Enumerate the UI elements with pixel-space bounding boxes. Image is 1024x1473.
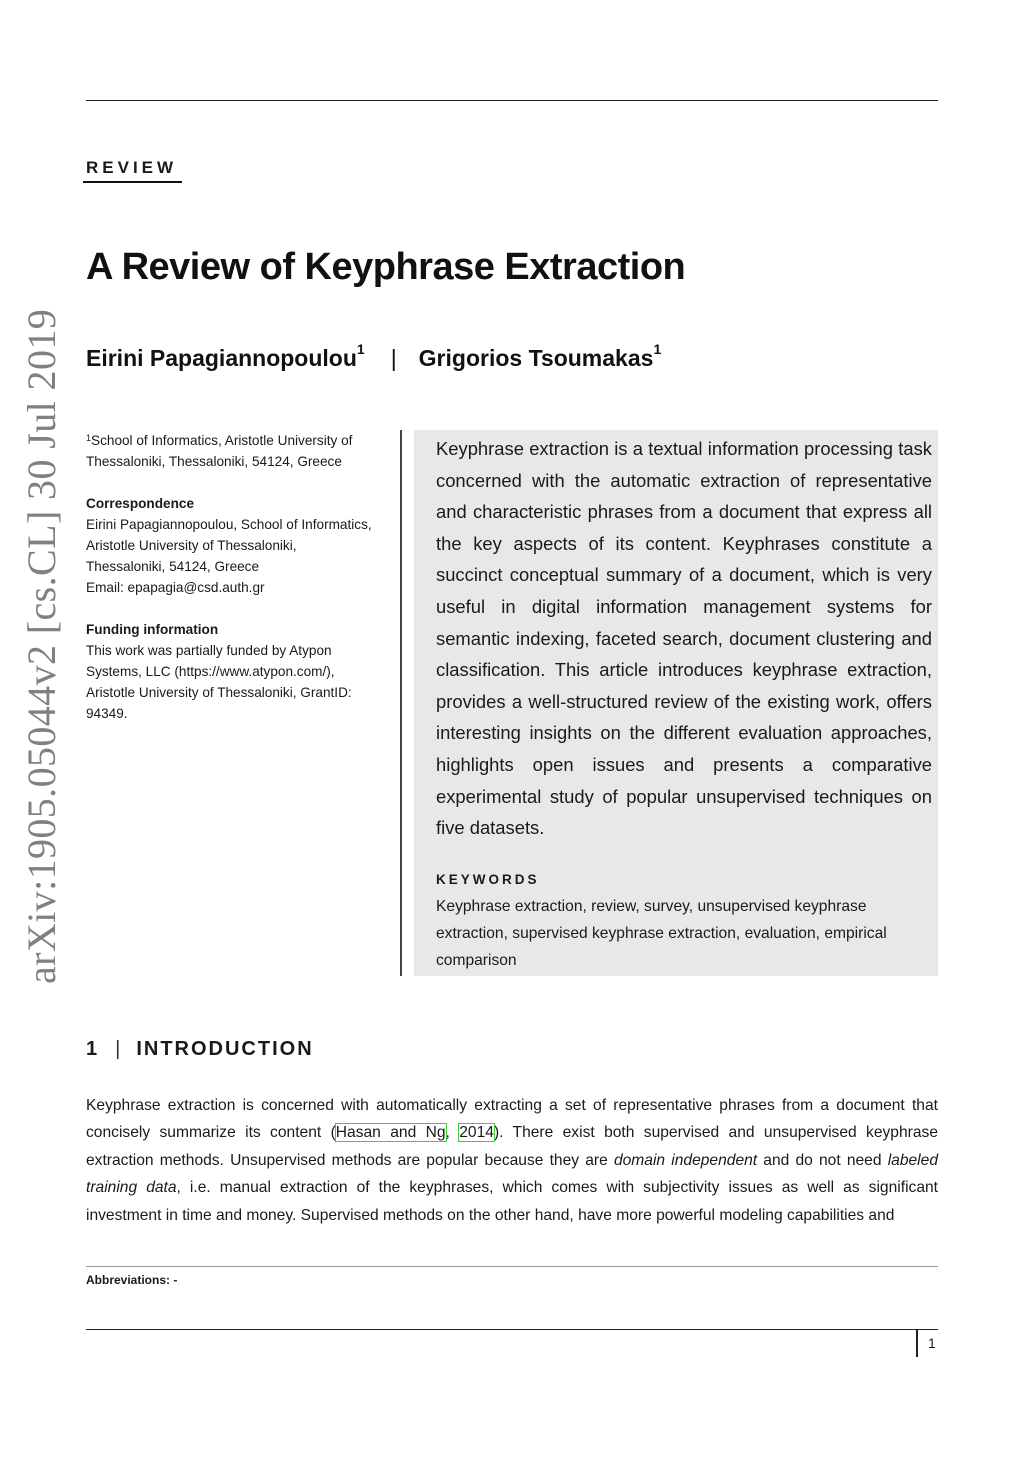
citation-link[interactable]: 2014 — [459, 1124, 494, 1142]
section-separator: | — [115, 1038, 121, 1060]
funding-heading: Funding information — [86, 622, 219, 637]
keywords-label: KEYWORDS — [436, 871, 540, 887]
section-number: 1 — [86, 1038, 98, 1060]
affiliation — [86, 430, 376, 472]
correspondence-text: Eirini Papagiannopoulou, School of Informatics, Aristotle University of Thessaloniki, Thessaloniki, 54124, Greece — [86, 517, 372, 574]
author-affiliation-mark: 1 — [356, 341, 365, 357]
funding — [86, 619, 376, 724]
correspondence — [86, 493, 376, 598]
page-number: 1 — [928, 1335, 936, 1351]
bottom-rule — [86, 1329, 938, 1330]
correspondence-heading: Correspondence — [86, 496, 195, 511]
intro-paragraph — [86, 1092, 938, 1229]
intro-text: and do not need — [757, 1151, 888, 1169]
author-name: Eirini Papagiannopoulou — [86, 345, 357, 371]
affiliation-text: School of Informatics, Aristotle University of Thessaloniki, Thessaloniki, 54124, Greece — [86, 433, 353, 469]
correspondence-email[interactable]: Email: epapagia@csd.auth.gr — [86, 580, 265, 595]
author-list — [86, 341, 662, 372]
intro-text: Keyphrase extraction is concerned with automatically extracting a set of representative phrases from a document that concisely summarize its content ( — [86, 1097, 938, 1142]
section-title: INTRODUCTION — [136, 1038, 314, 1060]
page-number-bar — [916, 1329, 918, 1357]
abstract-box — [414, 430, 938, 976]
funding-text: This work was partially funded by Atypon Systems, LLC (https://www.atypon.com/), Aristotle University of Thessaloniki, GrantID: 94349. — [86, 643, 352, 721]
review-label: REVIEW — [86, 158, 178, 177]
citation-link[interactable]: Hasan and Ng — [335, 1124, 446, 1142]
review-underline — [83, 181, 182, 183]
paper-title: A Review of Keyphrase Extraction — [86, 246, 686, 288]
citation-separator: , — [445, 1124, 460, 1142]
author-separator: | — [390, 345, 397, 371]
affiliation-mark: 1 — [86, 433, 92, 443]
keywords-text: Keyphrase extraction, review, survey, unsupervised keyphrase extraction, supervised keyphrase extraction, evaluation, empirical comparison — [436, 897, 887, 970]
intro-emphasis: labeled training data — [86, 1151, 938, 1197]
section-heading — [86, 1038, 314, 1061]
author-name: Grigorios Tsoumakas — [418, 345, 654, 371]
sidebar-info — [86, 430, 376, 745]
abstract-left-bar — [400, 430, 402, 976]
abbreviations-rule — [86, 1266, 938, 1267]
abbreviations-note — [86, 1273, 177, 1287]
intro-emphasis: domain independent — [613, 1151, 758, 1169]
abbreviations-text: Abbreviations: - — [86, 1273, 178, 1287]
intro-text: ). There exist both supervised and unsupervised keyphrase extraction methods. Unsupervised methods are popular because they are — [86, 1124, 938, 1169]
top-rule — [86, 100, 938, 101]
arxiv-stamp: arXiv:1905.05044v2 [cs.CL] 30 Jul 2019 — [19, 308, 64, 984]
author-affiliation-mark: 1 — [653, 341, 662, 357]
intro-text: , i.e. manual extraction of the keyphrases, which comes with subjectivity issues as well as significant investment in time and money. Supervised methods on the other hand, have more powerful modeling capabilities and — [86, 1179, 939, 1224]
abstract-text: Keyphrase extraction is a textual information processing task concerned with the automatic extraction of representative and characteristic phrases from a document that express all the key aspects of its content. Keyphrases constitute a succinct conceptual summary of a document, which is very useful in digital information management systems for semantic indexing, faceted search, document clustering and classification. This article introduces keyphrase extraction, provides a well-structured review of the existing work, offers interesting insights on the different evaluation approaches, highlights open issues and presents a comparative experimental study of popular unsupervised techniques on five datasets. — [436, 438, 932, 839]
